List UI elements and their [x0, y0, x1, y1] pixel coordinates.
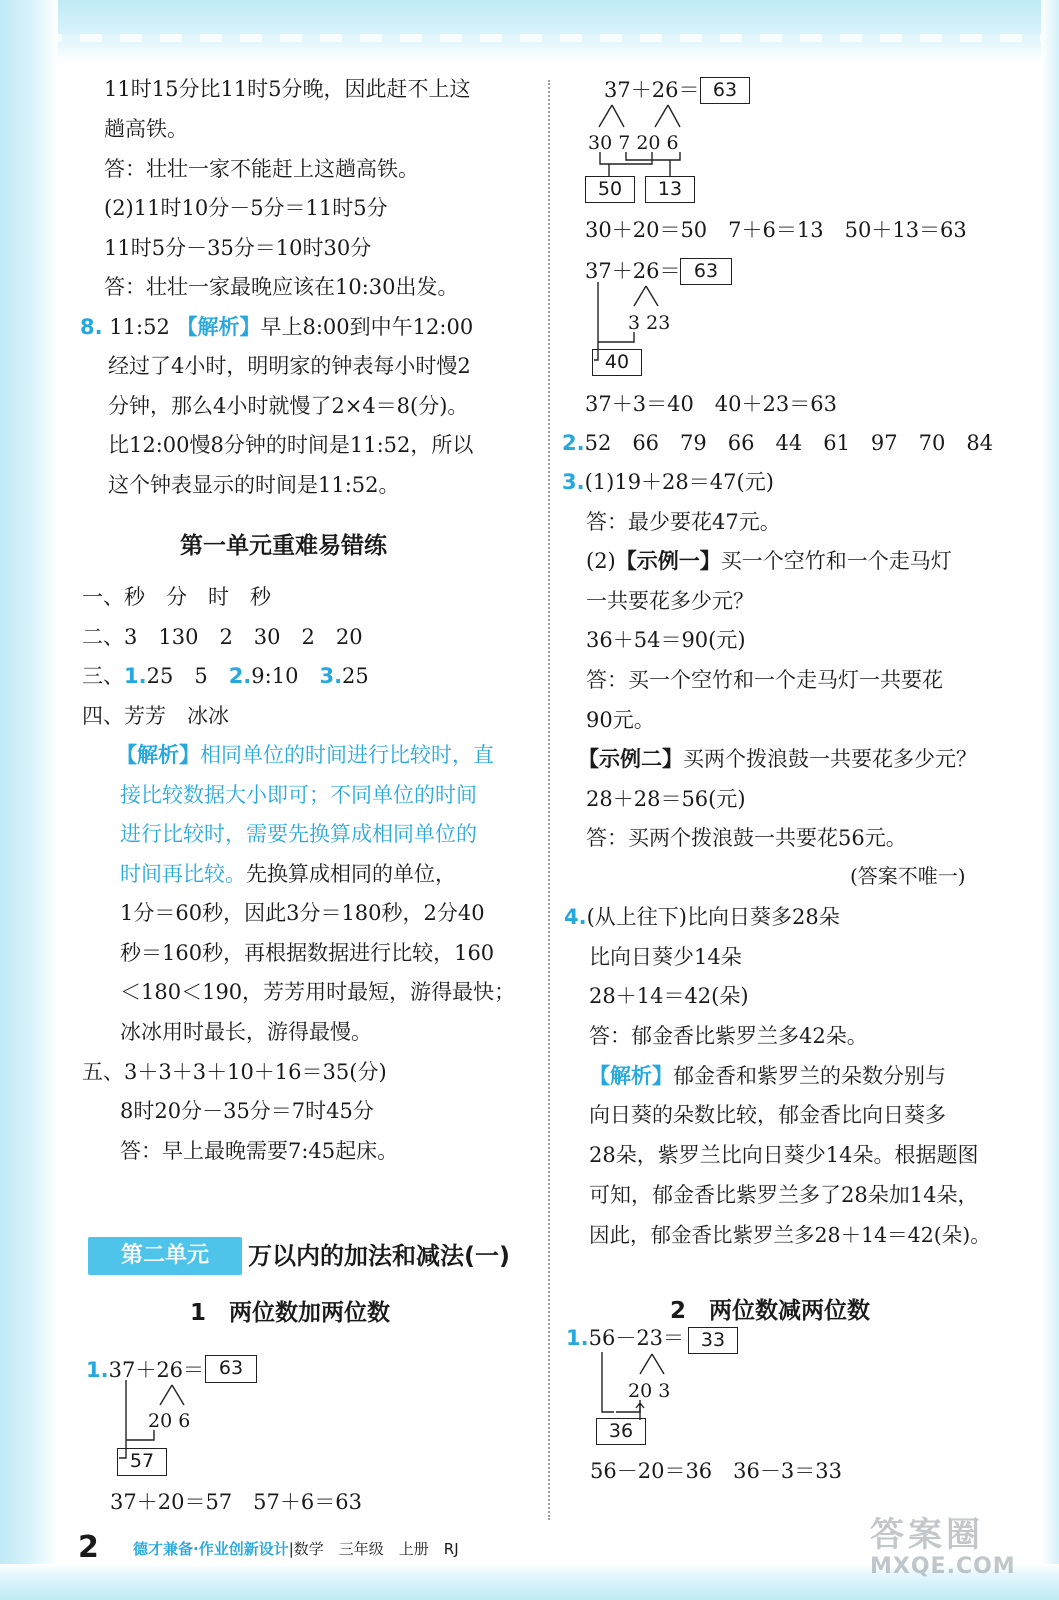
text-line: 30＋20＝50 7＋6＝13 50＋13＝63 — [585, 218, 967, 242]
column-divider — [548, 80, 550, 1520]
watermark-text: 答案圈 — [870, 1515, 984, 1555]
text-line: 经过了4小时，明明家的钟表每小时慢2 — [108, 354, 471, 378]
text-line: 趟高铁。 — [104, 117, 188, 141]
page-border-right — [1041, 0, 1059, 1600]
question-number: 2. — [562, 431, 585, 455]
answer: 52 66 79 66 44 61 97 70 84 — [584, 431, 994, 455]
lesson-title: 1 两位数加两位数 — [190, 1300, 391, 1326]
text-line: 五、3＋3＋3＋10＋16＝35(分) — [82, 1060, 387, 1084]
text-line: 答：买一个空竹和一个走马灯一共要花 — [586, 668, 943, 692]
text-line: 冰冰用时最长，游得最慢。 — [120, 1020, 372, 1044]
text-line: 答：买两个拨浪鼓一共要花56元。 — [586, 826, 907, 850]
text-line: 一、秒 分 时 秒 — [82, 585, 271, 609]
analysis-text: 郁金香和紫罗兰的朵数分别与 — [673, 1064, 946, 1088]
text-line: 11时15分比11时5分晚，因此赶不上这 — [104, 77, 471, 101]
text-line: 28朵，紫罗兰比向日葵少14朵。根据题图 — [589, 1143, 979, 1167]
text-line: 37＋3＝40 40＋23＝63 — [585, 392, 837, 416]
answer-box: 63 — [700, 77, 750, 104]
analysis-label: 【解析】 — [116, 742, 200, 767]
answer-box: 36 — [596, 1418, 646, 1445]
footer-separator: | — [288, 1540, 294, 1558]
page-border-left — [0, 0, 58, 1600]
expression: 37＋26＝ — [585, 259, 681, 283]
answer-box: 63 — [205, 1355, 257, 1383]
text-line: 因此，郁金香比紫罗兰多28＋14＝42(朵)。 — [589, 1223, 991, 1247]
text-line: 28＋28＝56(元) — [586, 787, 746, 811]
answer-box: 63 — [680, 258, 732, 285]
item-prefix: 三、 — [82, 664, 124, 688]
text-line: 答：壮壮一家最晚应该在10:30出发。 — [104, 275, 459, 299]
text-line: 向日葵的朵数比较，郁金香比向日葵多 — [589, 1103, 946, 1127]
example-label: 【示例一】 — [615, 548, 721, 573]
text-line: 分钟，那么4小时就慢了2×4＝8(分)。 — [108, 394, 469, 418]
text-line: 二、3 130 2 30 2 20 — [82, 625, 363, 649]
analysis-text: 相同单位的时间进行比较时，直 — [200, 743, 494, 767]
unit-title: 万以内的加法和减法(一) — [248, 1242, 510, 1270]
text: 买一个空竹和一个走马灯 — [720, 549, 952, 573]
question-number: 2. — [228, 664, 252, 688]
text-line: 这个钟表显示的时间是11:52。 — [108, 473, 400, 497]
site-watermark — [870, 1515, 1040, 1590]
text-line: 一共要花多少元？ — [586, 589, 754, 613]
sub-number: (2) — [586, 549, 616, 573]
text-line: 可知，郁金香比紫罗兰多了28朵加14朵， — [589, 1183, 979, 1207]
answer-box: 57 — [117, 1448, 167, 1476]
question-number: 8. — [80, 315, 103, 339]
answer: 25 5 — [146, 664, 229, 688]
text-line: 37＋20＝57 57＋6＝63 — [110, 1490, 362, 1514]
answer-box: 40 — [592, 349, 642, 376]
text-line — [578, 744, 977, 774]
split-numbers: 20 3 — [628, 1380, 671, 1402]
text-line: 秒＝160秒，再根据数据进行比较，160 — [120, 941, 495, 965]
question-number: 1. — [86, 1358, 109, 1382]
text-line: ＜180＜190，芳芳用时最短，游得最快； — [120, 980, 516, 1004]
text-line: 90元。 — [586, 708, 655, 732]
split-numbers: 20 6 — [148, 1410, 191, 1432]
text-line: 进行比较时，需要先换算成相同单位的 — [120, 822, 477, 846]
analysis-label: 【解析】 — [589, 1063, 673, 1088]
section-title: 第一单元重难易错练 — [180, 533, 387, 559]
text-line: 11时5分－35分＝10时30分 — [104, 236, 372, 260]
analysis-label: 【解析】 — [176, 314, 261, 339]
answer: 25 — [342, 664, 369, 688]
answer: 9:10 — [251, 664, 320, 688]
text-line — [589, 1061, 946, 1091]
book-info: 数学 三年级 上册 RJ — [293, 1540, 459, 1558]
text-line: 答：壮壮一家不能赶上这趟高铁。 — [104, 157, 419, 181]
text: 买两个拨浪鼓一共要花多少元？ — [683, 747, 977, 771]
text-line: 36＋54＝90(元) — [586, 628, 746, 652]
text-line: 比12:00慢8分钟的时间是11:52，所以 — [108, 433, 474, 457]
text-line: 56－20＝36 36－3＝33 — [590, 1459, 842, 1483]
analysis-text: 早上8:00到中午12:00 — [260, 315, 474, 339]
page-number: 2 — [78, 1530, 99, 1565]
example-label: 【示例二】 — [578, 746, 683, 771]
text-line — [566, 1323, 684, 1353]
series-brand: 德才兼备·作业创新设计 — [133, 1540, 289, 1558]
expression: 37＋26＝ — [604, 78, 700, 102]
text-line — [82, 661, 369, 691]
text-line — [86, 1355, 204, 1385]
question-8 — [80, 312, 473, 342]
expression: 37＋26＝ — [108, 1358, 205, 1382]
text-line — [586, 546, 952, 576]
question-2 — [562, 428, 993, 458]
unit-badge: 第二单元 — [88, 1237, 242, 1275]
text-line: 比向日葵少14朵 — [589, 945, 742, 969]
text-line: 1分＝60秒，因此3分＝180秒，2分40 — [120, 901, 485, 925]
text-line — [120, 859, 456, 889]
footer-info — [133, 1539, 459, 1559]
expression: 56－23＝ — [588, 1326, 685, 1350]
answer: (从上往下)比向日葵多28朵 — [586, 905, 840, 929]
question-number: 4. — [564, 905, 587, 929]
answer: (1)19＋28＝47(元) — [584, 470, 774, 494]
text-line: (2)11时10分－5分＝11时5分 — [104, 196, 388, 220]
lesson-title: 2 两位数减两位数 — [670, 1298, 871, 1324]
question-4 — [564, 902, 840, 932]
analysis-text: 先换算成相同的单位， — [246, 862, 456, 886]
answer-box: 33 — [688, 1327, 738, 1354]
text-line: 28＋14＝42(朵) — [589, 984, 749, 1008]
text-line: 8时20分－35分＝7时45分 — [120, 1099, 374, 1123]
page-border-top — [0, 0, 1059, 62]
answer: 11:52 — [109, 315, 170, 339]
question-number: 1. — [566, 1326, 589, 1350]
watermark-url: MXQE.COM — [870, 1554, 1016, 1579]
analysis-text: 时间再比较。 — [120, 862, 246, 886]
question-3 — [562, 467, 774, 497]
text-line: 四、芳芳 冰冰 — [82, 704, 229, 728]
text-line: 答：郁金香比紫罗兰多42朵。 — [589, 1024, 868, 1048]
text-line — [116, 740, 494, 770]
split-numbers: 30 7 20 6 — [588, 132, 679, 154]
answer-box: 50 — [585, 176, 635, 203]
note: (答案不唯一) — [850, 864, 966, 888]
split-numbers: 3 23 — [628, 312, 671, 334]
text-line: 答：早上最晚需要7:45起床。 — [120, 1139, 399, 1163]
question-number: 1. — [124, 664, 147, 688]
answer-box: 13 — [645, 176, 695, 203]
question-number: 3. — [562, 470, 585, 494]
question-number: 3. — [319, 664, 343, 688]
text-line: 答：最少要花47元。 — [586, 510, 781, 534]
text-line: 接比较数据大小即可；不同单位的时间 — [120, 783, 477, 807]
